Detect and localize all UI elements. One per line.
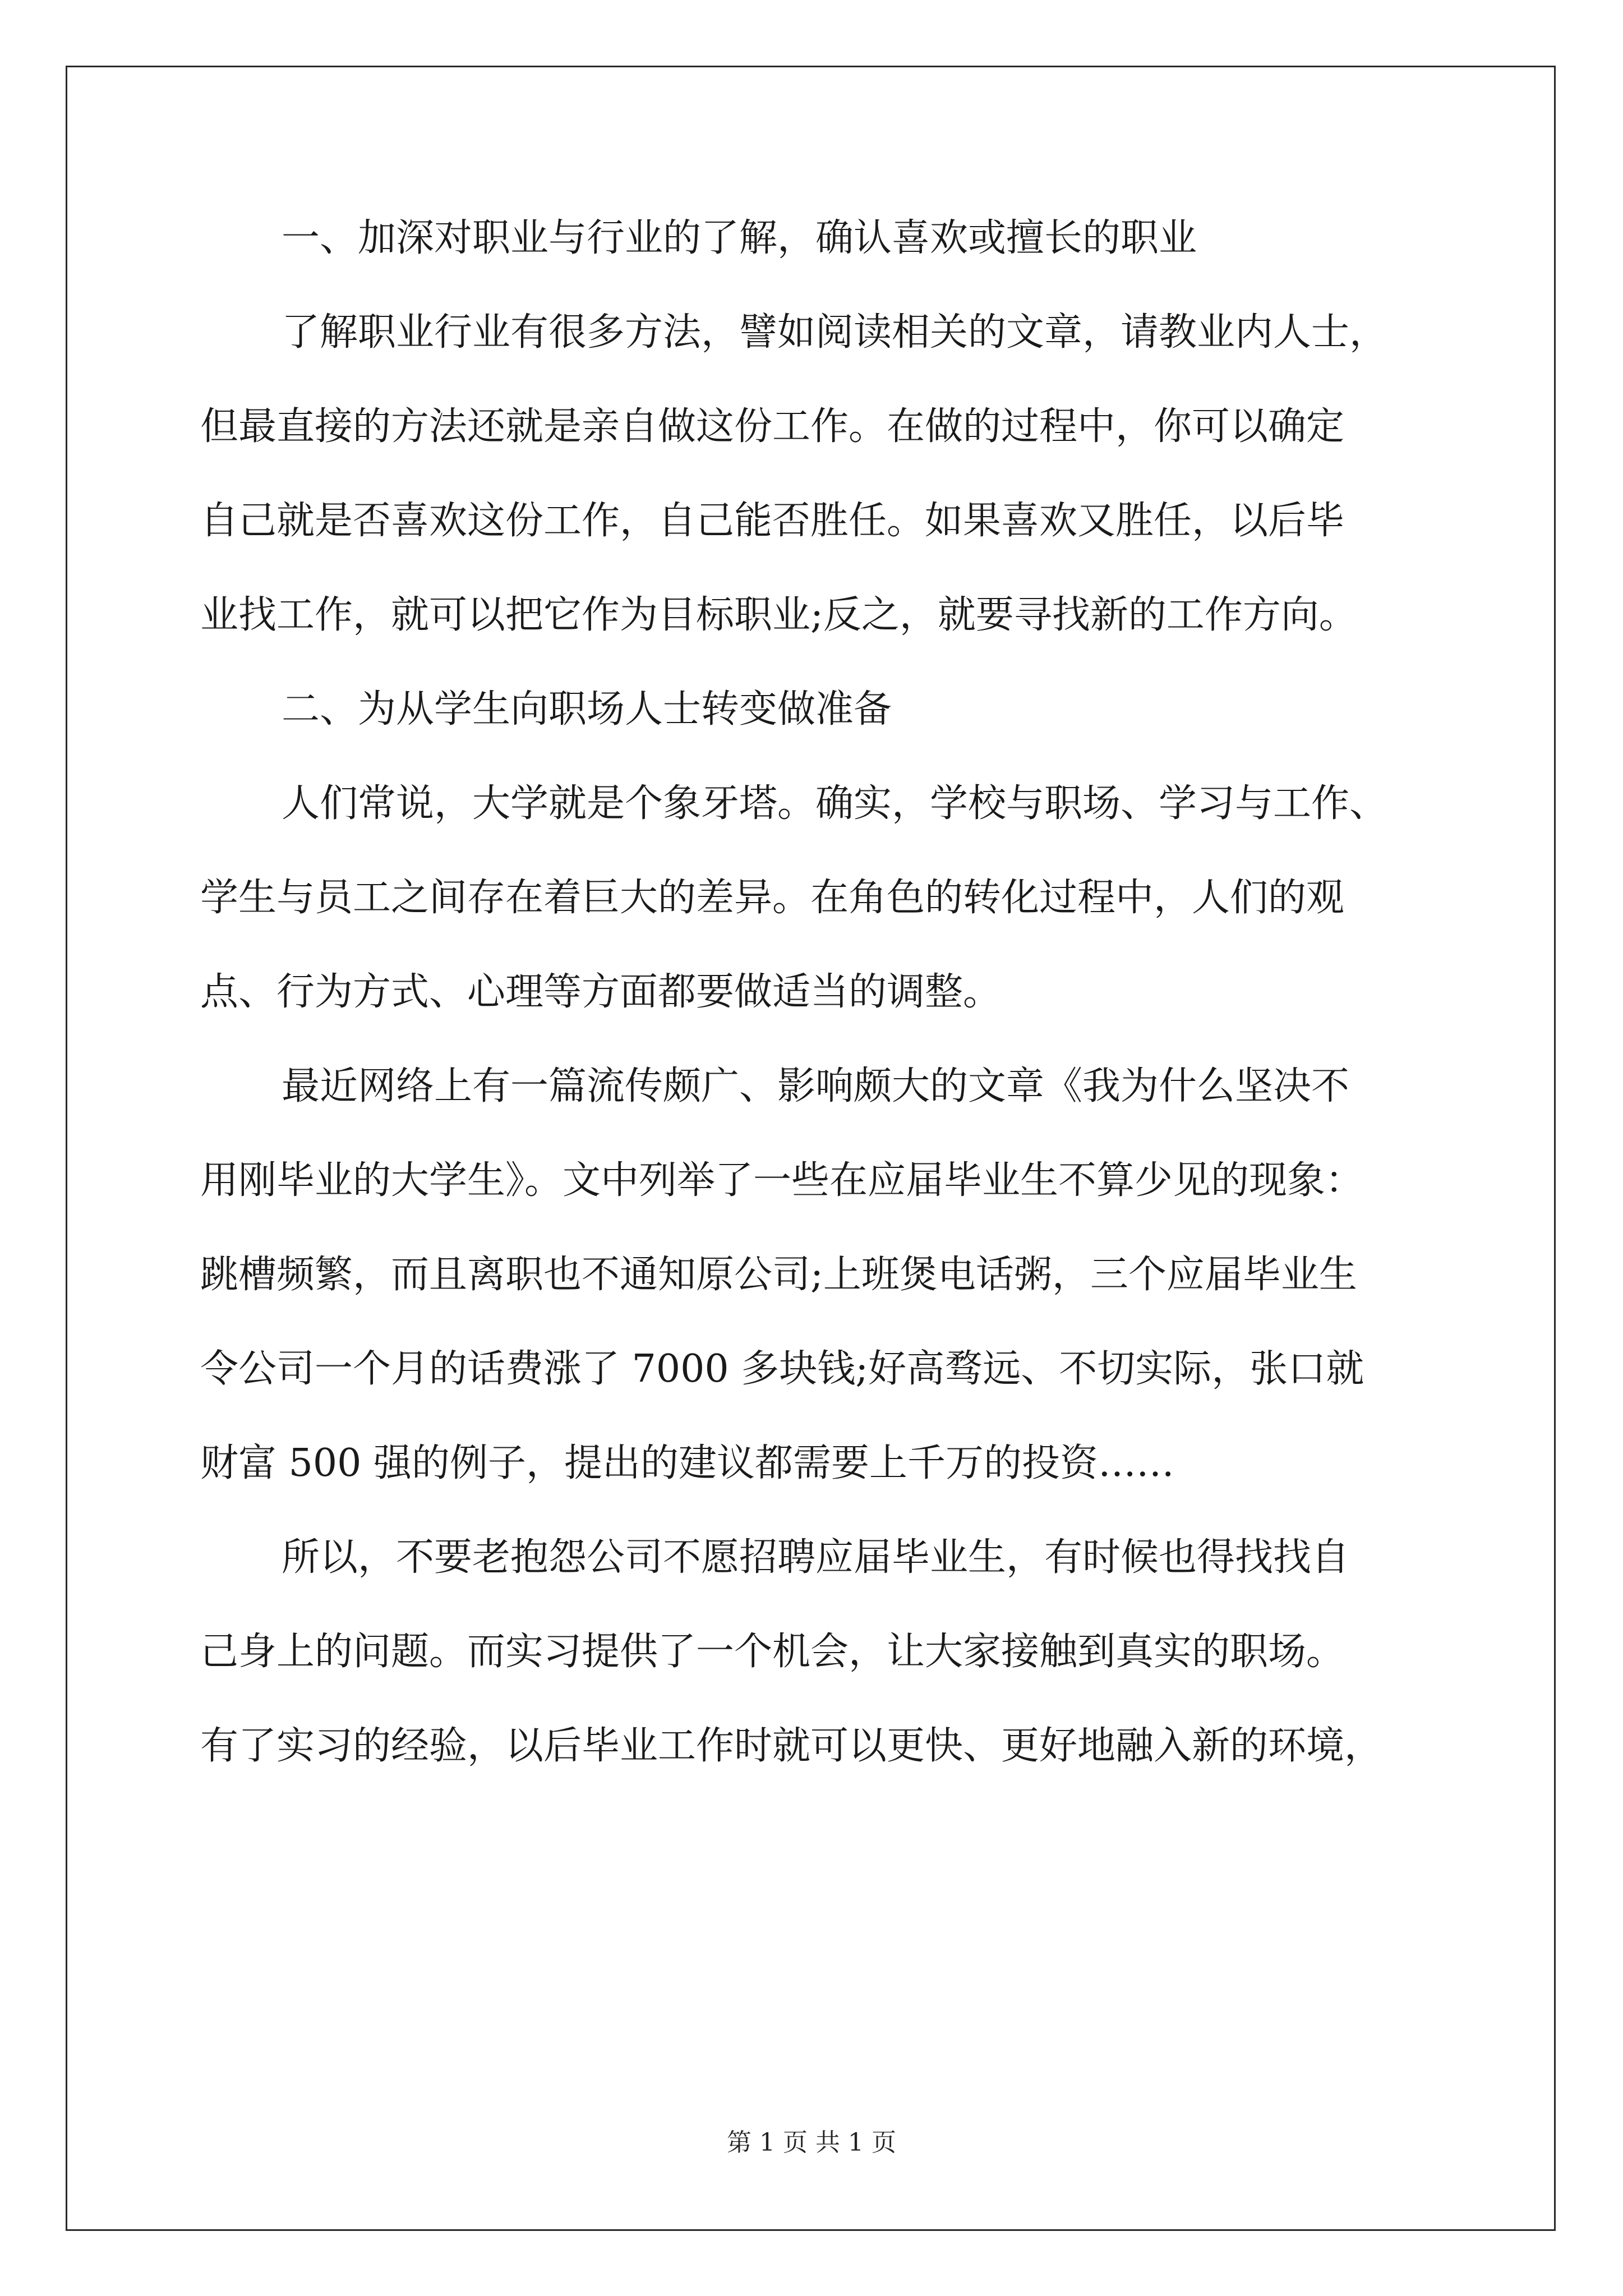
paragraph-line: 所以，不要老抱怨公司不愿招聘应届毕业生，有时候也得找找自 [282,1535,1350,1580]
heading-1: 一、加深对职业与行业的了解，确认喜欢或擅长的职业 [282,216,1197,260]
paragraph-line: 最近网络上有一篇流传颇广、影响颇大的文章《我为什么坚决不 [282,1064,1350,1108]
paragraph-line: 财富 500 强的例子，提出的建议都需要上千万的投资…… [200,1441,1175,1485]
paragraph-line: 人们常说，大学就是个象牙塔。确实，学校与职场、学习与工作、 [282,781,1388,826]
paragraph-line: 但最直接的方法还就是亲自做这份工作。在做的过程中，你可以确定 [200,404,1345,449]
paragraph-line: 点、行为方式、心理等方面都要做适当的调整。 [200,970,1002,1014]
paragraph-line: 自己就是否喜欢这份工作，自己能否胜任。如果喜欢又胜任，以后毕 [200,499,1345,543]
paragraph-line: 了解职业行业有很多方法，譬如阅读相关的文章，请教业内人士， [282,310,1388,355]
page-border [66,66,1556,2231]
paragraph-line: 己身上的问题。而实习提供了一个机会，让大家接触到真实的职场。 [200,1630,1345,1674]
heading-2: 二、为从学生向职场人士转变做准备 [282,687,892,731]
paragraph-line: 令公司一个月的话费涨了 7000 多块钱;好高骛远、不切实际，张口就 [200,1347,1364,1391]
paragraph-line: 有了实习的经验，以后毕业工作时就可以更快、更好地融入新的环境， [200,1724,1383,1768]
paragraph-line: 业找工作，就可以把它作为目标职业;反之，就要寻找新的工作方向。 [200,593,1357,637]
paragraph-line: 用刚毕业的大学生》。文中列举了一些在应届毕业生不算少见的现象： [200,1158,1364,1203]
page-number: 第 1 页 共 1 页 [727,2128,896,2157]
paragraph-line: 跳槽频繁，而且离职也不通知原公司;上班煲电话粥，三个应届毕业生 [200,1253,1357,1297]
paragraph-line: 学生与员工之间存在着巨大的差异。在角色的转化过程中，人们的观 [200,876,1345,920]
